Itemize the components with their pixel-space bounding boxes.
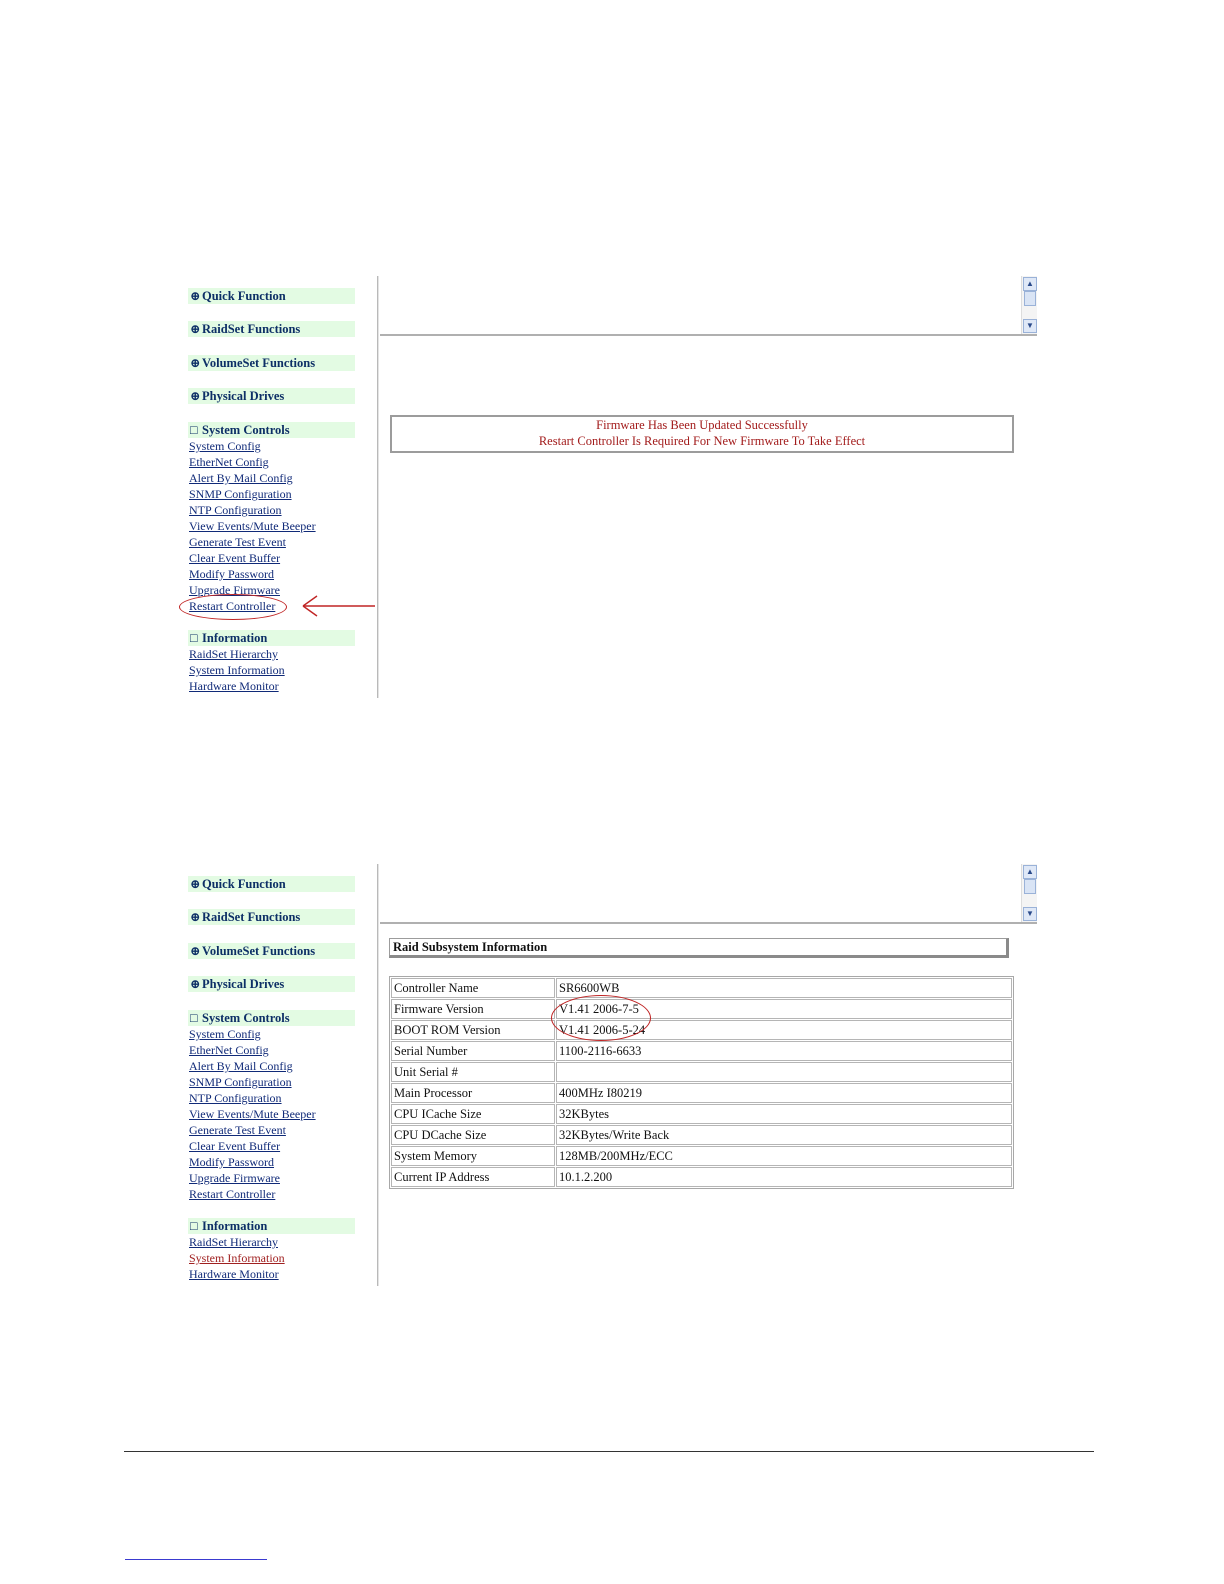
table-row bbox=[391, 1020, 1012, 1040]
scroll-thumb[interactable] bbox=[1024, 879, 1036, 894]
sidebar-section-system-controls[interactable] bbox=[188, 422, 355, 438]
row-value: 10.1.2.200 bbox=[556, 1167, 1012, 1187]
table-row bbox=[391, 1146, 1012, 1166]
footer-rule bbox=[124, 1451, 1094, 1452]
section-label: RaidSet Functions bbox=[202, 322, 301, 336]
sidebar-link-hardware-monitor[interactable]: Hardware Monitor bbox=[189, 679, 279, 693]
expand-icon: ⊕ bbox=[190, 944, 201, 958]
sidebar-link-ethernet-config[interactable]: EtherNet Config bbox=[189, 455, 269, 469]
message-line-1: Firmware Has Been Updated Successfully bbox=[596, 418, 808, 432]
table-row bbox=[391, 1083, 1012, 1103]
row-label: Main Processor bbox=[391, 1083, 555, 1103]
table-row bbox=[391, 1125, 1012, 1145]
expand-icon: ⊕ bbox=[190, 289, 201, 303]
row-label: CPU ICache Size bbox=[391, 1104, 555, 1124]
row-label: Serial Number bbox=[391, 1041, 555, 1061]
expand-icon: ⊕ bbox=[190, 322, 201, 336]
row-label: Unit Serial # bbox=[391, 1062, 555, 1082]
row-label: System Memory bbox=[391, 1146, 555, 1166]
section-label: Information bbox=[202, 1219, 268, 1233]
sidebar-link-modify-password[interactable]: Modify Password bbox=[189, 567, 275, 581]
section-label: Physical Drives bbox=[202, 389, 285, 403]
screenshot-system-information bbox=[179, 864, 1037, 1286]
section-label: VolumeSet Functions bbox=[202, 356, 316, 370]
sidebar-section-information[interactable] bbox=[188, 1218, 355, 1234]
sidebar-link-snmp[interactable]: SNMP Configuration bbox=[189, 1075, 292, 1089]
row-value: 400MHz I80219 bbox=[556, 1083, 1012, 1103]
sidebar-section-raidset-functions[interactable] bbox=[188, 909, 355, 925]
row-value: 128MB/200MHz/ECC bbox=[556, 1146, 1012, 1166]
sidebar-section-quick-function[interactable] bbox=[188, 288, 355, 304]
sidebar-link-alert-by-mail[interactable]: Alert By Mail Config bbox=[189, 1059, 293, 1073]
collapse-icon: □ bbox=[190, 423, 198, 437]
sidebar-link-system-config[interactable]: System Config bbox=[189, 1027, 261, 1041]
sidebar-link-upgrade-firmware[interactable]: Upgrade Firmware bbox=[189, 583, 280, 597]
table-row bbox=[391, 1041, 1012, 1061]
scroll-thumb[interactable] bbox=[1024, 291, 1036, 306]
message-line-2: Restart Controller Is Required For New Firmware To Take Effect bbox=[538, 434, 866, 448]
row-value: 32KBytes/Write Back bbox=[556, 1125, 1012, 1145]
collapse-icon: □ bbox=[190, 631, 198, 645]
collapse-icon: □ bbox=[190, 1219, 198, 1233]
row-label: Controller Name bbox=[391, 978, 555, 998]
sidebar-section-quick-function[interactable] bbox=[188, 876, 355, 892]
sidebar-section-system-controls[interactable] bbox=[188, 1010, 355, 1026]
sidebar-section-volumeset-functions[interactable] bbox=[188, 943, 355, 959]
section-label: Quick Function bbox=[202, 289, 286, 303]
sidebar-section-raidset-functions[interactable] bbox=[188, 321, 355, 337]
sidebar-link-upgrade-firmware[interactable]: Upgrade Firmware bbox=[189, 1171, 280, 1185]
section-label: RaidSet Functions bbox=[202, 910, 301, 924]
sidebar-link-hardware-monitor[interactable]: Hardware Monitor bbox=[189, 1267, 279, 1281]
sidebar-link-modify-password[interactable]: Modify Password bbox=[189, 1155, 275, 1169]
sidebar-link-view-events[interactable]: View Events/Mute Beeper bbox=[189, 519, 316, 533]
annotation-oval bbox=[179, 594, 287, 620]
sidebar-link-ntp[interactable]: NTP Configuration bbox=[189, 503, 282, 517]
expand-icon: ⊕ bbox=[190, 877, 201, 891]
row-value: 1100-2116-6633 bbox=[556, 1041, 1012, 1061]
sidebar-link-restart-controller[interactable]: Restart Controller bbox=[189, 599, 276, 613]
system-info-table bbox=[389, 976, 1014, 1189]
row-value bbox=[556, 1062, 1012, 1082]
annotation-arrow-icon bbox=[299, 594, 379, 620]
sidebar-link-ethernet-config[interactable]: EtherNet Config bbox=[189, 1043, 269, 1057]
section-label: Physical Drives bbox=[202, 977, 285, 991]
section-label: System Controls bbox=[202, 423, 290, 437]
row-label: Firmware Version bbox=[391, 999, 555, 1019]
top-frame bbox=[380, 864, 1037, 924]
table-row bbox=[391, 978, 1012, 998]
annotation-oval bbox=[551, 995, 651, 1041]
sidebar-link-raidset-hierarchy[interactable]: RaidSet Hierarchy bbox=[189, 1235, 278, 1249]
scroll-up-icon[interactable]: ▲ bbox=[1023, 865, 1037, 879]
sidebar-link-generate-test-event[interactable]: Generate Test Event bbox=[189, 535, 286, 549]
sidebar-menu bbox=[179, 276, 379, 698]
sidebar-menu bbox=[179, 864, 379, 1286]
table-row bbox=[391, 999, 1012, 1019]
section-label: Quick Function bbox=[202, 877, 286, 891]
sidebar-link-clear-event-buffer[interactable]: Clear Event Buffer bbox=[189, 551, 281, 565]
table-row bbox=[391, 1104, 1012, 1124]
scroll-down-icon[interactable]: ▼ bbox=[1023, 907, 1037, 921]
table-row bbox=[391, 1167, 1012, 1187]
sidebar-link-generate-test-event[interactable]: Generate Test Event bbox=[189, 1123, 286, 1137]
scrollbar[interactable] bbox=[1021, 276, 1037, 334]
row-value: V1.41 2006-5-24 bbox=[556, 1020, 1012, 1040]
section-label: System Controls bbox=[202, 1011, 290, 1025]
row-label: Current IP Address bbox=[391, 1167, 555, 1187]
scroll-down-icon[interactable]: ▼ bbox=[1023, 319, 1037, 333]
sidebar-link-system-config[interactable]: System Config bbox=[189, 439, 261, 453]
row-value: 32KBytes bbox=[556, 1104, 1012, 1124]
sidebar-link-alert-by-mail[interactable]: Alert By Mail Config bbox=[189, 471, 293, 485]
row-value: V1.41 2006-7-5 bbox=[556, 999, 1012, 1019]
sidebar-link-ntp[interactable]: NTP Configuration bbox=[189, 1091, 282, 1105]
sidebar-section-information[interactable] bbox=[188, 630, 355, 646]
firmware-update-message bbox=[390, 415, 1014, 453]
sidebar-section-physical-drives[interactable] bbox=[188, 976, 355, 992]
sidebar-link-clear-event-buffer[interactable]: Clear Event Buffer bbox=[189, 1139, 281, 1153]
expand-icon: ⊕ bbox=[190, 356, 201, 370]
sidebar-link-system-information[interactable]: System Information bbox=[189, 1251, 285, 1265]
sidebar-link-view-events[interactable]: View Events/Mute Beeper bbox=[189, 1107, 316, 1121]
frame-divider bbox=[378, 864, 379, 1286]
sidebar-link-system-information[interactable]: System Information bbox=[189, 663, 285, 677]
row-label: CPU DCache Size bbox=[391, 1125, 555, 1145]
scrollbar[interactable] bbox=[1021, 864, 1037, 922]
system-info-title: Raid Subsystem Information bbox=[389, 938, 1009, 958]
sidebar-section-physical-drives[interactable] bbox=[188, 388, 355, 404]
sidebar-section-volumeset-functions[interactable] bbox=[188, 355, 355, 371]
section-label: VolumeSet Functions bbox=[202, 944, 316, 958]
sidebar-link-raidset-hierarchy[interactable]: RaidSet Hierarchy bbox=[189, 647, 278, 661]
frame-divider bbox=[378, 276, 379, 698]
expand-icon: ⊕ bbox=[190, 977, 201, 991]
expand-icon: ⊕ bbox=[190, 389, 201, 403]
footer-link-underline bbox=[125, 1559, 267, 1560]
section-label: Information bbox=[202, 631, 268, 645]
row-label: BOOT ROM Version bbox=[391, 1020, 555, 1040]
top-frame bbox=[380, 276, 1037, 336]
sidebar-link-snmp[interactable]: SNMP Configuration bbox=[189, 487, 292, 501]
table-row bbox=[391, 1062, 1012, 1082]
sidebar-link-restart-controller[interactable]: Restart Controller bbox=[189, 1187, 276, 1201]
row-value: SR6600WB bbox=[556, 978, 1012, 998]
expand-icon: ⊕ bbox=[190, 910, 201, 924]
collapse-icon: □ bbox=[190, 1011, 198, 1025]
scroll-up-icon[interactable]: ▲ bbox=[1023, 277, 1037, 291]
screenshot-firmware-updated bbox=[179, 276, 1037, 698]
